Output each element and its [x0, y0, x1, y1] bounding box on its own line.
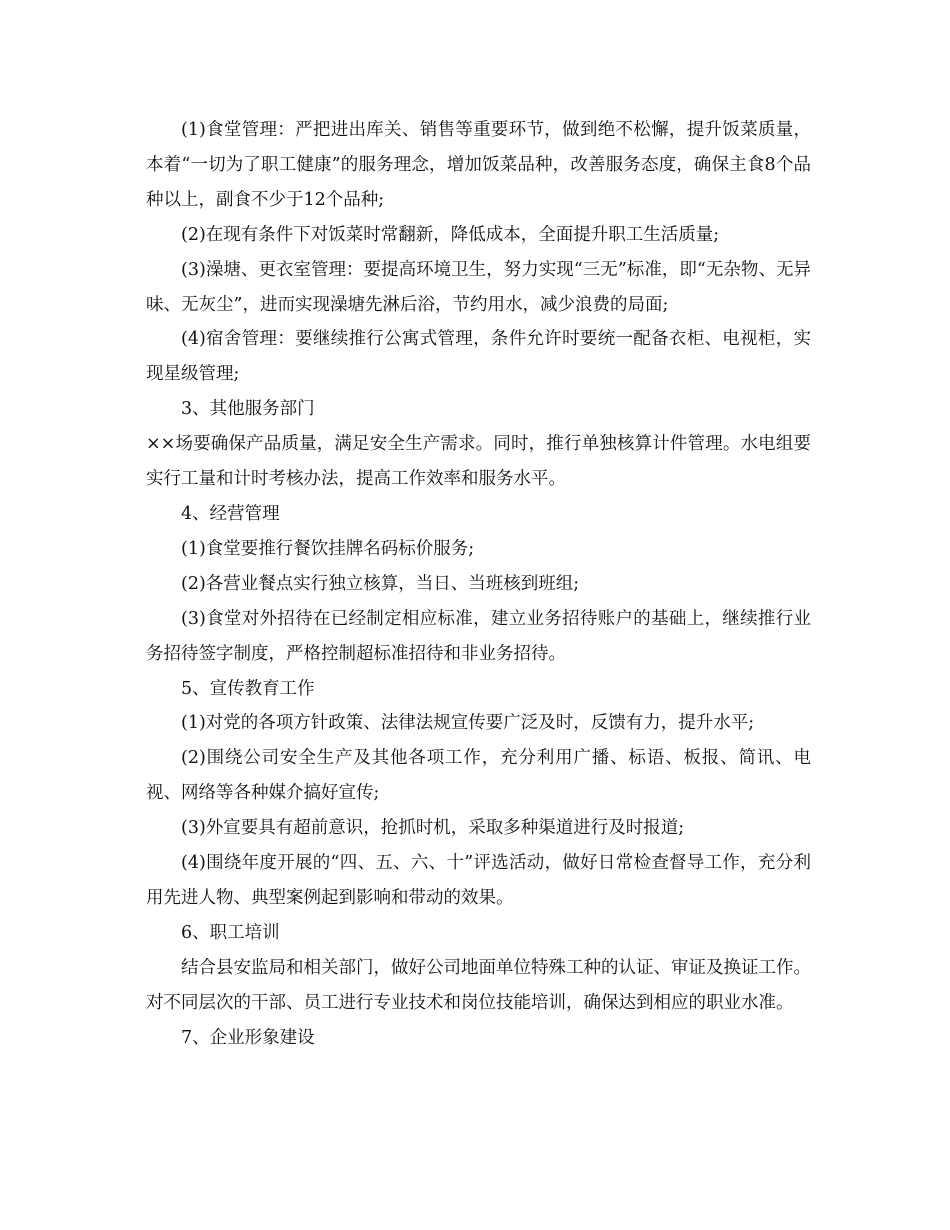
section-heading-business-management: 4、经营管理 [181, 503, 280, 524]
paragraph-canteen-management: (1)食堂管理：严把进出库关、销售等重要环节，做到绝不松懈，提升饭菜质量，本着“一切为了职工健康”的服务理念，增加饭菜品种，改善服务态度，确保主食8个品种以上，副食不少于12个品种; [146, 120, 811, 210]
paragraph-menu-renewal: (2)在现有条件下对饭菜时常翻新，降低成本，全面提升职工生活质量; [181, 224, 720, 245]
paragraph-staff-training: 结合县安监局和相关部门，做好公司地面单位特殊工种的认证、审证及换证工作。对不同层次的干部、员工进行专业技术和岗位技能培训，确保达到相应的职业水准。 [146, 957, 811, 1013]
paragraph-selection-activities: (4)围绕年度开展的“四、五、六、十”评选活动，做好日常检查督导工作，充分利用先进人物、典型案例起到影响和带动的效果。 [146, 853, 811, 908]
paragraph-media-publicity: (2)围绕公司安全生产及其他各项工作，充分利用广播、标语、板报、简讯、电视、网络等各种媒介搞好宣传; [146, 748, 811, 804]
section-heading-other-services: 3、其他服务部门 [181, 399, 315, 420]
section-heading-staff-training: 6、职工培训 [181, 922, 280, 943]
paragraph-other-services: ××场要确保产品质量，满足安全生产需求。同时，推行单独核算计件管理。水电组要实行工量和计时考核办法，提高工作效率和服务水平。 [146, 434, 811, 490]
document-body [146, 113, 811, 1055]
paragraph-menu-pricing: (1)食堂要推行餐饮挂牌名码标价服务; [181, 538, 475, 559]
paragraph-independent-accounting: (2)各营业餐点实行独立核算，当日、当班核到班组; [181, 573, 580, 594]
paragraph-bathhouse-management: (3)澡塘、更衣室管理：要提高环境卫生，努力实现“三无”标准，即“无杂物、无异味、无灰尘”，进而实现澡塘先淋后浴，节约用水，减少浪费的局面; [146, 259, 811, 315]
paragraph-external-publicity: (3)外宣要具有超前意识，抢抓时机，采取多种渠道进行及时报道; [181, 818, 685, 839]
paragraph-policy-publicity: (1)对党的各项方针政策、法律法规宣传要广泛及时，反馈有力，提升水平; [181, 713, 755, 734]
paragraph-dormitory-management: (4)宿舍管理：要继续推行公寓式管理，条件允许时要统一配备衣柜、电视柜，实现星级管理; [146, 329, 811, 385]
section-heading-corporate-image: 7、企业形象建设 [181, 1027, 315, 1048]
paragraph-business-hospitality: (3)食堂对外招待在已经制定相应标准，建立业务招待账户的基础上，继续推行业务招待签字制度，严格控制超标准招待和非业务招待。 [146, 608, 811, 664]
section-heading-publicity-education: 5、宣传教育工作 [181, 678, 315, 699]
